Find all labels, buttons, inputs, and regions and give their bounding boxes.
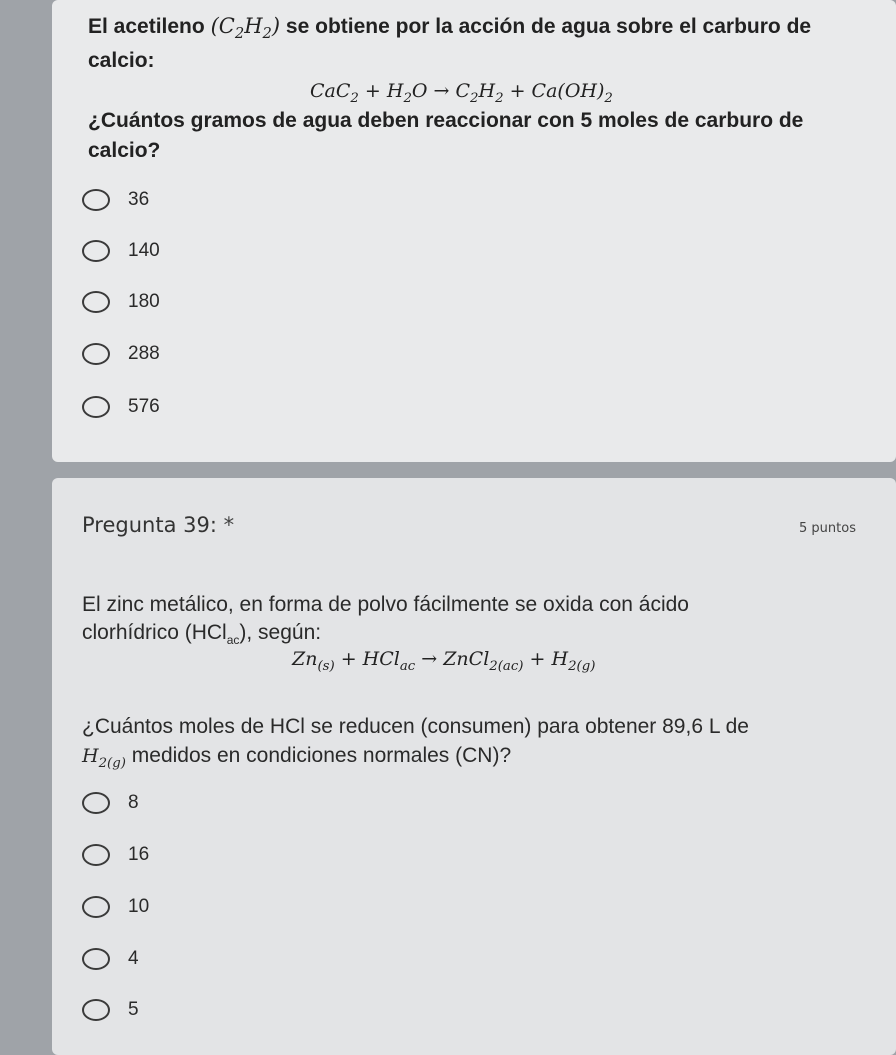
question-prompt-line1: ¿Cuántos gramos de agua deben reaccionar con 5 moles de carburo de <box>88 109 804 132</box>
hydrogen-formula: $H_{2(g)}$ <box>82 745 126 771</box>
question-intro-line1: El acetileno $(C_2H_2)$ se obtiene por la acción de agua sobre el carburo de <box>88 14 812 43</box>
radio-button[interactable] <box>82 343 110 365</box>
option-label: 140 <box>128 240 160 261</box>
option-4[interactable] <box>82 944 139 974</box>
question-prompt-line2: calcio? <box>88 139 161 162</box>
option-label: 288 <box>128 343 160 364</box>
option-10[interactable] <box>82 892 149 922</box>
question-intro-line2: clorhídrico (HCl$_{ac}$), según: <box>82 621 322 648</box>
option-label: 8 <box>128 792 139 813</box>
radio-button[interactable] <box>82 240 110 262</box>
option-36[interactable] <box>82 185 149 215</box>
option-5[interactable] <box>82 995 139 1025</box>
points-label: 5 puntos <box>799 521 856 536</box>
option-8[interactable] <box>82 788 139 818</box>
radio-button[interactable] <box>82 291 110 313</box>
option-label: 36 <box>128 189 150 210</box>
option-label: 5 <box>128 999 139 1020</box>
radio-button[interactable] <box>82 999 110 1021</box>
option-label: 180 <box>128 291 160 312</box>
acetylene-formula: $(C_2H_2)$ <box>210 14 281 43</box>
question-intro-line1: El zinc metálico, en forma de polvo fácilmente se oxida con ácido <box>82 593 689 616</box>
question-card-38 <box>52 0 896 462</box>
option-140[interactable] <box>82 236 160 266</box>
option-label: 10 <box>128 896 150 917</box>
question-prompt-line1: ¿Cuántos moles de HCl se reducen (consumen) para obtener 89,6 L de <box>82 715 749 738</box>
question-prompt-line2: $H_{2(g)}$ medidos en condiciones normales (CN)? <box>82 744 512 771</box>
radio-button[interactable] <box>82 396 110 418</box>
radio-button[interactable] <box>82 189 110 211</box>
radio-button[interactable] <box>82 948 110 970</box>
radio-button[interactable] <box>82 844 110 866</box>
question-intro-line2: calcio: <box>88 49 155 72</box>
option-label: 576 <box>128 396 160 417</box>
option-288[interactable] <box>82 339 160 369</box>
radio-button[interactable] <box>82 896 110 918</box>
radio-button[interactable] <box>82 792 110 814</box>
chemical-equation: $CaC_2 + H_2O \to C_2H_2 + Ca(OH)_2$ <box>310 80 613 106</box>
option-16[interactable] <box>82 840 149 870</box>
question-card-39 <box>52 478 896 1055</box>
required-mark: * <box>223 513 235 537</box>
chemical-equation: $Zn_{(s)} + HCl_{ac}$ → ZnCl$_{2(ac)}$ + $H_{2(g)}$ <box>292 648 596 674</box>
option-576[interactable] <box>82 392 160 422</box>
option-label: 4 <box>128 948 139 969</box>
question-title: Pregunta 39: * <box>82 513 235 537</box>
option-180[interactable] <box>82 287 160 317</box>
option-label: 16 <box>128 844 150 865</box>
